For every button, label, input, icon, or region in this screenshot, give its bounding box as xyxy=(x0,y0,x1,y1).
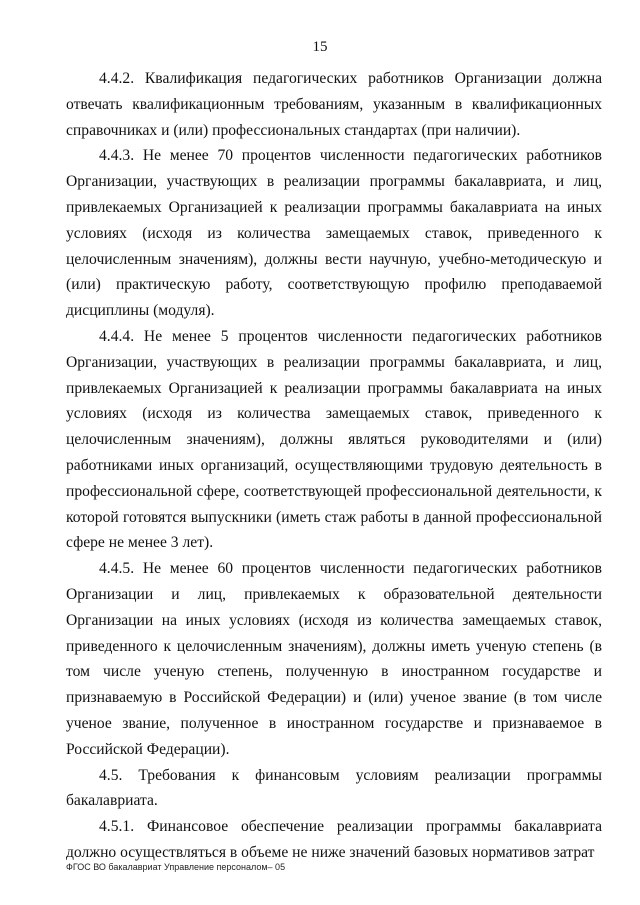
document-footer: ФГОС ВО бакалавриат Управление персоналом– 05 xyxy=(66,862,286,872)
document-body xyxy=(66,66,602,866)
paragraph-4-4-3: 4.4.3. Не менее 70 процентов численности педагогических работников Организации, участвующих в реализации программы бакалавриата, и лиц, привлекаемых Организацией к реализации программы бакалавриата на иных условиях (исходя из количества замещаемых ставок, приведенного к целочисленным значениям), должны вести научную, учебно-методическую и (или) практическую работу, соответствующую профилю преподаваемой дисциплины (модуля). xyxy=(66,147,602,320)
paragraph-4-4-4: 4.4.4. Не менее 5 процентов численности педагогических работников Организации, участвующих в реализации программы бакалавриата, и лиц, привлекаемых Организацией к реализации программы бакалавриата на иных условиях (исходя из количества замещаемых ставок, приведенного к целочисленным значениям), должны являться руководителями и (или) работниками иных организаций, осуществляющими трудовую деятельность в профессиональной сфере, соответствующей профессиональной деятельности, к которой готовятся выпускники (иметь стаж работы в данной профессиональной сфере не менее 3 лет). xyxy=(66,327,602,552)
page-number: 15 xyxy=(312,39,328,55)
paragraph-4-5-1: 4.5.1. Финансовое обеспечение реализации программы бакалавриата должно осуществляться в объеме не ниже значений базовых нормативов затрат xyxy=(66,818,602,861)
paragraph-4-4-2: 4.4.2. Квалификация педагогических работников Организации должна отвечать квалификационным требованиям, указанным в квалификационных справочниках и (или) профессиональных стандартах (при наличии). xyxy=(66,70,602,139)
paragraph-4-4-5: 4.4.5. Не менее 60 процентов численности педагогических работников Организации и лиц, привлекаемых к образовательной деятельности Организации на иных условиях (исходя из количества замещаемых ставок, приведенного к целочисленным значениям), должны иметь ученую степень (в том числе ученую степень, полученную в иностранном государстве и признаваемую в Российской Федерации) и (или) ученое звание (в том числе ученое звание, полученное в иностранном государстве и признаваемое в Российской Федерации). xyxy=(66,560,602,758)
paragraph-4-5: 4.5. Требования к финансовым условиям реализации программы бакалавриата. xyxy=(66,766,602,810)
